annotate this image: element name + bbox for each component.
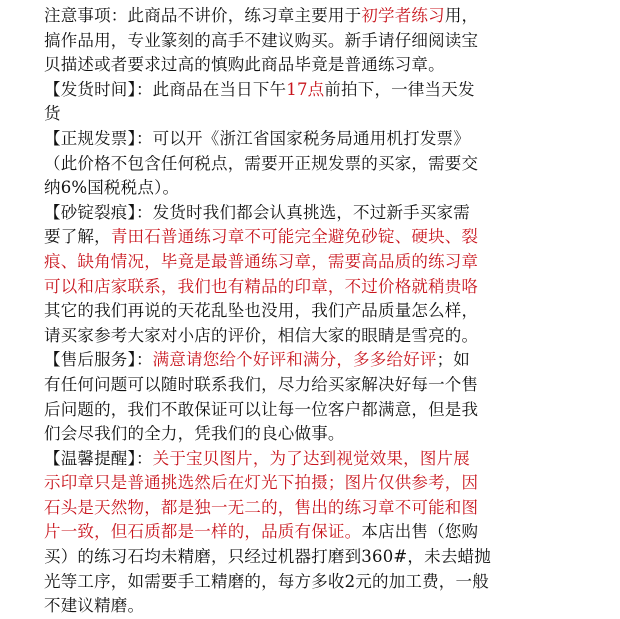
notice-text: 有任何问题可以随时联系我们，尽力给买家解决好每一个售 xyxy=(44,374,479,394)
notice-text: 不建议精磨。 xyxy=(44,596,145,616)
notice-highlight: 17点 xyxy=(286,79,325,99)
notice-line xyxy=(44,250,608,275)
notice-text: ；如 xyxy=(436,350,470,370)
notice-text: 光等工序，如需要手工精磨的，每方多收2元的加工费，一般 xyxy=(44,571,489,591)
notice-text: 【温馨提醒】： xyxy=(44,448,153,468)
notice-line xyxy=(44,102,608,127)
notice-line xyxy=(44,496,608,521)
notice-line xyxy=(44,29,608,54)
notice-line xyxy=(44,594,608,619)
notice-line xyxy=(44,398,608,423)
notice-text: 【砂锭裂痕】：发货时我们都会认真挑选，不过新手买家需 xyxy=(44,202,470,222)
notice-text: 贝描述或者要求过高的慎购此商品毕竟是普通练习章。 xyxy=(44,55,445,75)
notice-line xyxy=(44,4,608,29)
notice-text: 【正规发票】：可以开《浙江省国家税务局通用机打发票》 xyxy=(44,128,470,148)
notice-highlight: 痕、缺角情况，毕竟是最普通练习章，需要高品质的练习章 xyxy=(44,251,479,271)
notice-line xyxy=(44,127,608,152)
notice-text: 纳6%国税税点）。 xyxy=(44,178,180,198)
notice-line xyxy=(44,275,608,300)
notice-line xyxy=(44,422,608,447)
notice-text: 本店出售（您购 xyxy=(361,522,479,542)
notice-line xyxy=(44,570,608,595)
notice-line xyxy=(44,545,608,570)
notice-text: （此价格不包含任何税点，需要开正规发票的买家，需要交 xyxy=(44,153,479,173)
notice-text: 注意事项：此商品不讲价，练习章主要用于 xyxy=(44,6,362,25)
notice-highlight: 片一致，但石质都是一样的，品质有保证。 xyxy=(44,522,362,542)
notice-line xyxy=(44,225,608,250)
notice-text: 搞作品用，专业篆刻的高手不建议购买。新手请仔细阅读宝 xyxy=(44,30,479,50)
notice-line xyxy=(44,176,608,201)
notice-highlight: 示印章只是普通挑选然后在灯光下拍摄；图片仅供参考，因 xyxy=(44,473,479,493)
notice-text: 货 xyxy=(44,104,61,124)
notice-line xyxy=(44,471,608,496)
notice-line xyxy=(44,299,608,324)
notice-line xyxy=(44,348,608,373)
notice-text: 要了解， xyxy=(44,227,111,247)
notice-highlight: 石头是天然物，都是独一无二的，售出的练习章不可能和图 xyxy=(44,497,479,517)
notice-text: 买）的练习石均未精磨，只经过机器打磨到360#，未去蜡抛 xyxy=(44,547,491,567)
notice-text: 【售后服务】： xyxy=(44,350,153,370)
notice-text: 【发货时间】：此商品在当日下午 xyxy=(44,79,287,99)
notice-highlight: 可以和店家联系，我们也有精品的印章，不过价格就稍贵咯 xyxy=(44,276,479,296)
notice-line xyxy=(44,324,608,349)
notice-line xyxy=(44,201,608,226)
notice-line xyxy=(44,78,608,103)
notice-text: 用， xyxy=(444,6,479,25)
notice-text: 们会尽我们的全力，凭我们的良心做事。 xyxy=(44,424,345,444)
notice-text: 后问题的，我们不敢保证可以让每一位客户都满意，但是我 xyxy=(44,399,479,419)
notice-line xyxy=(44,53,608,78)
notice-line xyxy=(44,373,608,398)
notice-line xyxy=(44,447,608,472)
notice-highlight: 关于宝贝图片，为了达到视觉效果，图片展 xyxy=(152,448,470,468)
notice-text: 请买家参考大家对小店的评价，相信大家的眼睛是雪亮的。 xyxy=(44,325,479,345)
notice-text: 前拍下，一律当天发 xyxy=(324,79,475,99)
notice-line xyxy=(44,520,608,545)
notice-highlight: 初学者练习 xyxy=(361,6,445,25)
notice-line xyxy=(44,152,608,177)
notice-highlight: 青田石普通练习章不可能完全避免砂锭、硬块、裂 xyxy=(110,227,479,247)
notice-highlight: 满意请您给个好评和满分，多多给好评 xyxy=(152,350,437,370)
notice-text: 其它的我们再说的天花乱坠也没用，我们产品质量怎么样， xyxy=(44,301,479,321)
